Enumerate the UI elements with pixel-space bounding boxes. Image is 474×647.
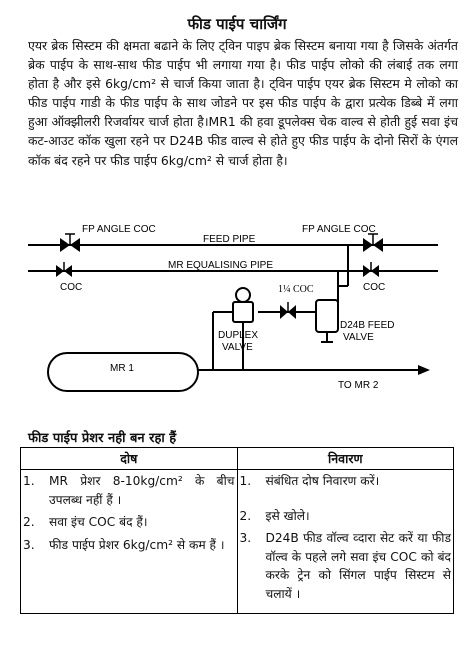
duplex-valve-icon <box>233 288 253 322</box>
coc-left-label: COC <box>60 282 83 293</box>
coc-left-icon <box>56 262 72 277</box>
mr1-label: MR 1 <box>110 363 134 374</box>
faults-cell <box>21 470 238 614</box>
list-item: 1. संबंधित दोष निवारण करें। <box>239 474 380 488</box>
feed-pipe-label: FEED PIPE <box>203 234 256 245</box>
section-title-feed-pipe-pressure: फीड पाईप प्रेशर नही बन रहा हैं <box>28 431 177 446</box>
coc-one-quarter-label: 1¼ COC <box>278 284 314 295</box>
remedies-cell <box>237 470 454 614</box>
description-paragraph: एयर ब्रेक सिस्टम की क्षमता बढाने के लिए ट्विन पाइप ब्रेक सिस्टम बनाया गया है जिसके अंतर्गत ब्रेक पाईप के साथ-साथ फीड पाईप भी लगाया गया है। फीड पाईप लोको की लंबाई तक लगा होता है और इसे 6kg/cm² से चार्ज किया जाता है। ट्विन पाईप एयर ब्रेक सिस्टम मे लोको का फीड पाईप गाडी के फीड पाईप के साथ जोडने पर इस फीड पाईप के द्वारा प्रत्येक डिब्बे में लगा हुआ ऑक्झीलरी रिजर्वायर चार्ज होता है।MR1 की हवा डूपलेक्स चेक वाल्व से होती हुई सवा इंच कट-आउट कॉक खुला रहने पर D24B फीड वाल्व से होते हुए फीड पाईप के दोनो सिरों के एंगल कॉक बंद रहने पर फीड पाईप 6kg/cm² से चार्ज होता है। <box>28 38 458 168</box>
coc-right-icon <box>363 262 379 277</box>
duplex-valve-label-2: VALVE <box>222 342 253 353</box>
column-header-remedy: निवारण <box>237 448 454 470</box>
feed-pipe-diagram <box>18 220 458 410</box>
d24b-label-2: VALVE <box>343 332 374 343</box>
to-mr2-label: TO MR 2 <box>338 380 379 391</box>
list-item: 3. D24B फीड वॉल्व व्दारा सेट करें या फीड वॉल्व के पहले लगे सवा इंच COC को बंद करके ट्रेन को सिंगल पाईप सिस्टम से चलायें । <box>239 531 451 601</box>
fp-angle-coc-left-label: FP ANGLE COC <box>82 224 156 235</box>
fp-angle-coc-right-label: FP ANGLE COC <box>302 224 376 235</box>
column-header-fault: दोष <box>21 448 238 470</box>
fp-angle-coc-left-icon <box>60 234 80 252</box>
coc-one-quarter-icon <box>280 302 296 319</box>
d24b-feed-valve-icon <box>316 300 338 342</box>
page-title: फीड पाईप चार्जिंग <box>187 15 287 33</box>
arrow-to-mr2 <box>418 365 430 375</box>
coc-right-label: COC <box>363 282 386 293</box>
duplex-valve-label-1: DUPLEX <box>218 330 259 341</box>
list-item: 2. इसे खोले। <box>239 508 310 523</box>
fault-remedy-table <box>20 447 454 614</box>
d24b-label-1: D24B FEED <box>340 320 395 331</box>
mr-equalising-pipe-label: MR EQUALISING PIPE <box>168 260 274 271</box>
list-item: 1. MR प्रेशर 8-10kg/cm² के बीच उपलब्ध नहीं हैं । <box>23 474 235 507</box>
list-item: 3. फीड पाईप प्रेशर 6kg/cm² से कम हैं । <box>23 537 225 552</box>
list-item: 2. सवा इंच COC बंद हैं। <box>23 515 148 529</box>
fp-angle-coc-right-icon <box>363 234 383 252</box>
